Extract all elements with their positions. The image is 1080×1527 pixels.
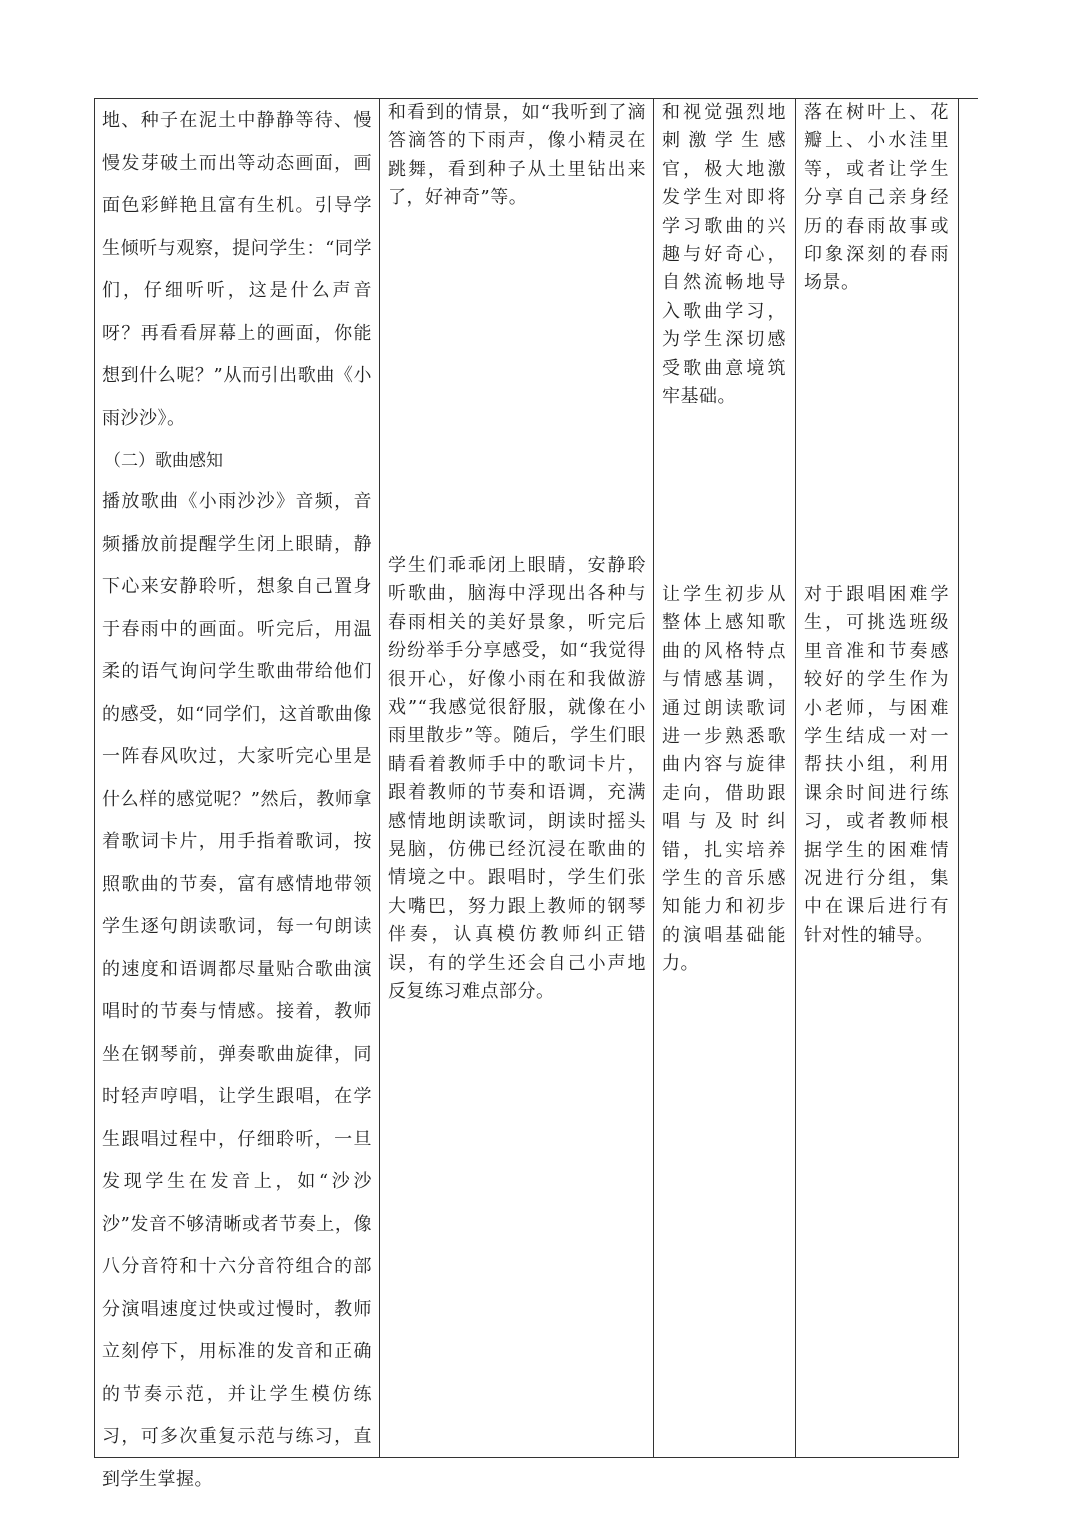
design-intent-intro: 和视觉强烈地刺激学生感官，极大地激发学生对即将学习歌曲的兴趣与好奇心，自然流畅地导入歌曲学习，为学生深切感受歌曲意境筑牢基础。 <box>662 102 786 408</box>
teacher-activity-intro: 地、种子在泥土中静静等待、慢慢发芽破土而出等动态画面，画面色彩鲜艳且富有生机。引导学生倾听与观察，提问学生：“同学们，仔细听听，这是什么声音呀？再看看屏幕上的画面，你能想到什么呢？”从而引出歌曲《小雨沙沙》。 <box>102 110 372 429</box>
column-divider-3 <box>795 98 796 1458</box>
teacher-activity-perception: 播放歌曲《小雨沙沙》音频，音频播放前提醒学生闭上眼睛，静下心来安静聆听，想象自己置身于春雨中的画面。听完后，用温柔的语气询问学生歌曲带给他们的感受，如“同学们，这首歌曲像一阵春风吹过，大家听完心里是什么样的感觉呢？”然后，教师拿着歌词卡片，用手指着歌词，按照歌曲的节奏，富有感情地带领学生逐句朗读歌词，每一句朗读的速度和语调都尽量贴合歌曲演唱时的节奏与情感。接着，教师坐在钢琴前，弹奏歌曲旋律，同时轻声哼唱，让学生跟唱，在学生跟唱过程中，仔细聆听，一旦发现学生在发音上，如“沙沙沙”发音不够清晰或者节奏上，像八分音符和十六分音符组合的部分演唱速度过快或过慢时，教师立刻停下，用标准的发音和正确的节奏示范，并让学生模仿练习，可多次重复示范与练习，直到学生掌握。 <box>102 491 372 1490</box>
table-left-border <box>94 98 95 1458</box>
student-activity-perception: 学生们乖乖闭上眼睛，安静聆听歌曲，脑海中浮现出各种与春雨相关的美好景象，听完后纷纷举手分享感受，如“我觉得很开心，好像小雨在和我做游戏”“我感觉很舒服，就像在小雨里散步”等。随后，学生们眼睛看着教师手中的歌词卡片，跟着教师的节奏和语调，充满感情地朗读歌词，朗读时摇头晃脑，仿佛已经沉浸在歌曲的情境之中。跟唱时，学生们张大嘴巴，努力跟上教师的钢琴伴奏，认真模仿教师纠正错误，有的学生还会自己小声地反复练习难点部分。 <box>388 555 646 1003</box>
differentiation-intro: 落在树叶上、花瓣上、小水洼里等，或者让学生分享自己亲身经历的春雨故事或印象深刻的春雨场景。 <box>804 102 949 294</box>
section-heading-song-perception: （二）歌曲感知 <box>104 451 223 471</box>
differentiation-perception: 对于跟唱困难学生，可挑选班级里音准和节奏感较好的学生作为小老师，与困难学生结成一对一帮扶小组，利用课余时间进行练习，或者教师根据学生的困难情况进行分组，集中在课后进行有针对性的辅导。 <box>804 584 949 946</box>
column-divider-1 <box>379 98 380 1458</box>
table-right-border <box>958 98 959 1458</box>
design-intent-perception: 让学生初步从整体上感知歌曲的风格特点与情感基调，通过朗读歌词进一步熟悉歌曲内容与旋律走向，借助跟唱与及时纠错，扎实培养学生的音乐感知能力和初步的演唱基础能力。 <box>662 584 786 975</box>
column-divider-2 <box>653 98 654 1458</box>
student-activity-intro: 和看到的情景，如“我听到了滴答滴答的下雨声，像小精灵在跳舞，看到种子从土里钻出来了，好神奇”等。 <box>388 102 646 209</box>
